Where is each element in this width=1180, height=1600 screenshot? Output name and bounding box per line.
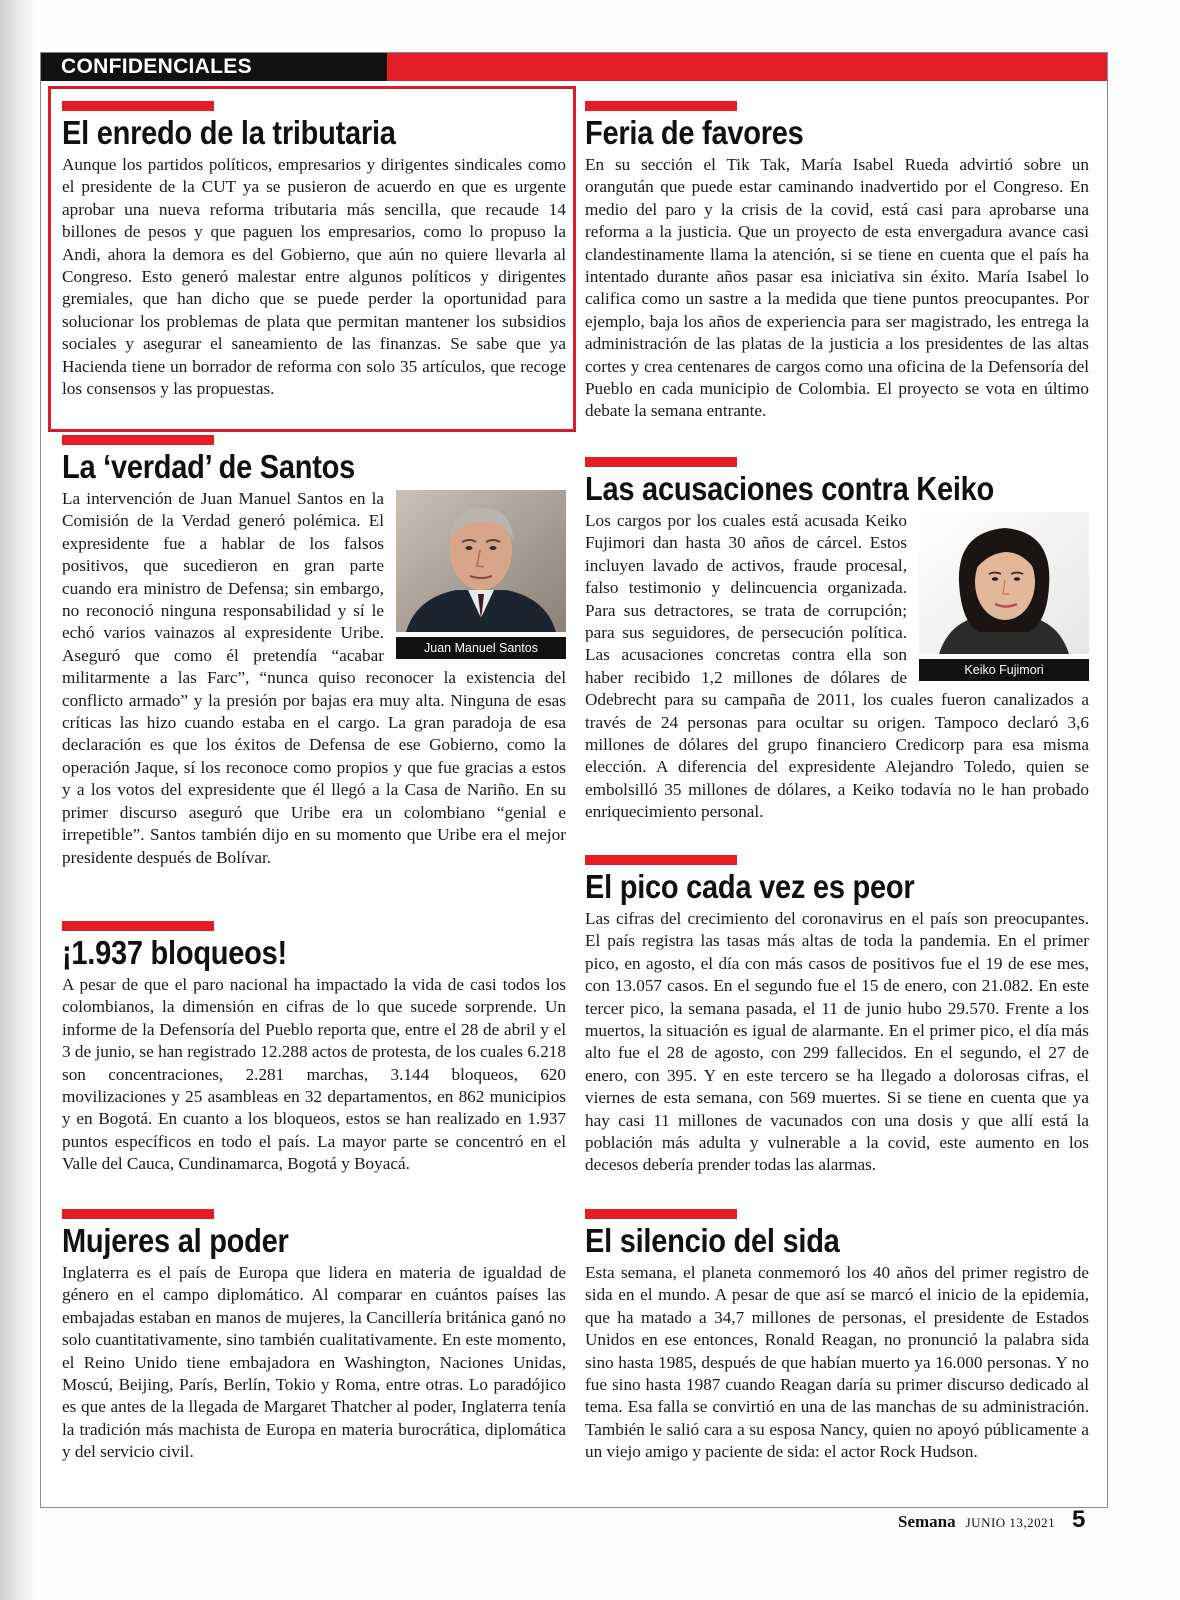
article-body: Los cargos por los cuales está acusada Keiko Fujimori dan hasta 30 años de cárcel. Estos incluyen lavado de activos, fraude procesal, falso testimonio y delincuencia organizada. Para sus detractores, se trata de corrupción; para sus seguidores, de persecución política. Las acusaciones concretas contra ella son haber recibido 1,2 millones de dólares de Odebrecht para su campaña de 2011, los cuales fueron canalizados a través de 24 personas para ocultar su origen. Tampoco declaró 3,6 millones de dólares del grupo financiero Credicorp para esa misma elección. A diferencia del expresidente Alejandro Toledo, quien se embolsilló 35 millones de dólares, a Keiko todavía no le han probado enriquecimiento personal. bbox=[585, 511, 1089, 822]
photo-keiko bbox=[919, 512, 1089, 681]
headline-bar bbox=[62, 921, 214, 931]
article-body: En su sección el Tik Tak, María Isabel Rueda advirtió sobre un orangután que puede estar caminando inadvertido por el Congreso. En medio del paro y la crisis de la covid, está casi para aprobarse una reforma a la justicia. Que un proyecto de esta envergadura avance casi clandestinamente llama la atención, si se tiene en cuenta que el país ha intentado durante años pasar esa iniciativa sin éxito. María Isabel lo califica como un sastre a la medida que tiene puntos preocupantes. Por ejemplo, baja los años de experiencia para ser magistrado, les entrega la administración de las platas de la justicia a los presidentes de las altas cortes y crea centenares de cargos como una oficina de la Defensoría del Pueblo en cada municipio de Colombia. El proyecto se vota en último debate la semana entrante. bbox=[585, 155, 1089, 421]
headline-bar bbox=[585, 101, 737, 111]
page-footer bbox=[898, 1506, 1098, 1538]
article-headline: El pico cada vez es peor bbox=[585, 868, 915, 905]
magazine-name: Semana bbox=[898, 1512, 956, 1531]
article-feria bbox=[585, 101, 1089, 423]
photo-caption: Juan Manuel Santos bbox=[396, 637, 566, 659]
article-body: A pesar de que el paro nacional ha impactado la vida de casi todos los colombianos, la dimensión en cifras de lo que sucede sorprende. Un informe de la Defensoría del Pueblo reporta que, entre el 28 de abril y el 3 de junio, se han registrado 12.288 actos de protesta, de los cuales 6.218 son concentraciones, 2.281 marchas, 3.144 bloqueos, 620 movilizaciones y 25 asambleas en 32 departamentos, en 862 municipios y en Bogotá. En cuanto a los bloqueos, estos se han realizado en 1.937 puntos específicos en todo el país. La mayor parte se concentró en el Valle del Cauca, Cundinamarca, Bogotá y Boyacá. bbox=[62, 975, 566, 1174]
article-body: Esta semana, el planeta conmemoró los 40 años del primer registro de sida en el mundo. A pesar de que así se marcó el inicio de la epidemia, que ha matado a 34,7 millones de personas, el presidente de Estados Unidos en ese entonces, Ronald Reagan, no pronunció la palabra sida sino hasta 1985, después de que habían muerto ya 16.000 personas. Y no fue sino hasta 1987 cuando Reagan daría su primer discurso dedicado al tema. Esa falla se convirtió en una de las manchas de su administración. También le salió cara a su esposa Nancy, quien no apoyó públicamente a un viejo amigo y paciente de sida: el actor Rock Hudson. bbox=[585, 1263, 1089, 1462]
article-tributaria bbox=[62, 101, 566, 400]
photo-santos bbox=[396, 490, 566, 659]
headline-bar bbox=[62, 435, 214, 445]
headline-bar bbox=[62, 1209, 214, 1219]
headline-bar bbox=[585, 1209, 737, 1219]
article-body: Aunque los partidos políticos, empresarios y dirigentes sindicales como el presidente de la CUT ya se pusieron de acuerdo en que es urgente aprobar una nueva reforma tributaria más sencilla, que recaude 14 billones de pesos y que paguen los empresarios, como lo propuso la Andi, ahora la demora es del Gobierno, que aún no quiere llevarla al Congreso. Esto generó malestar entre algunos políticos y dirigentes gremiales, que han dicho que se puede perder la oportunidad para solucionar los problemas de plata que permitan mantener los subsidios sociales y asegurar el saneamiento de las finanzas. Se sabe que ya Hacienda tiene un borrador de reforma con solo 35 artículos, que recoge los consensos y las propuestas. bbox=[62, 155, 566, 399]
article-headline: El silencio del sida bbox=[585, 1222, 840, 1259]
section-title: CONFIDENCIALES bbox=[41, 53, 387, 81]
article-body: Las cifras del crecimiento del coronavirus en el país son preocupantes. El país registra las tasas más altas de toda la pandemia. En el primer pico, en agosto, el día con más casos de positivos fue el 19 de ese mes, con 13.057 casos. En el segundo fue el 15 de enero, con 21.082. En este tercer pico, la semana pasada, el 11 de junio hubo 29.570. Frente a los muertos, la situación es igual de alarmante. En el primer pico, el día más alto fue el 28 de agosto, con 299 fallecidos. En el segundo, el 27 de enero, con 395. Y en este tercero se ha llegado a dolorosas cifras, el viernes de esta semana, con 569 muertes. Si se tiene en cuenta que ya hay casi 11 millones de vacunados con una dosis y que allí está la población más adulta y vulnerable a la covid, este aumento en los decesos debería prender todas las alarmas. bbox=[585, 909, 1089, 1175]
article-body: Inglaterra es el país de Europa que lidera en materia de igualdad de género en el campo diplomático. Al comparar en cuántos países las embajadas estaban en manos de mujeres, la Cancillería británica ganó no solo cuantitativamente, sino también cualitativamente. En este momento, el Reino Unido tiene embajadora en Washington, Naciones Unidas, Moscú, Beijing, París, Berlín, Tokio y Roma, entre otras. Lo paradójico es que antes de la llegada de Margaret Thatcher al poder, Inglaterra tenía la tradición más machista de Europa en materia burocrática, diplomática y del servicio civil. bbox=[62, 1263, 566, 1462]
page-spine-shadow bbox=[0, 0, 38, 1600]
photo-caption: Keiko Fujimori bbox=[919, 659, 1089, 681]
article-keiko bbox=[585, 457, 1089, 824]
issue-date: JUNIO 13,2021 bbox=[965, 1515, 1056, 1530]
article-santos bbox=[62, 435, 566, 869]
portrait-keiko-image bbox=[919, 512, 1089, 654]
article-mujeres bbox=[62, 1209, 566, 1464]
headline-bar bbox=[62, 101, 214, 111]
article-headline: La ‘verdad’ de Santos bbox=[62, 448, 356, 485]
article-sida bbox=[585, 1209, 1089, 1464]
section-banner bbox=[41, 53, 1107, 81]
page-number: 5 bbox=[1072, 1506, 1086, 1533]
article-pico bbox=[585, 855, 1089, 1177]
article-body: La intervención de Juan Manuel Santos en la Comisión de la Verdad generó polémica. El expresidente fue a hablar de los falsos positivos, que sucedieron en gran parte cuando era ministro de Defensa; sin embargo, no reconoció ninguna responsabilidad y sí le echó varios vainazos al expresidente Uribe. Aseguró que como él pretendía “acabar militarmente a las Farc”, “nunca quiso reconocer la existencia del conflicto armado” y la presión por bajas era muy alta. Ninguna de esas críticas las hizo cuando estaba en el cargo. La gran paradoja de esa declaración es que los éxitos de Defensa de ese Gobierno, como la operación Jaque, sí los reconoce como propios y que fue gracias a estos y a los votos del expresidente que él llegó a la Casa de Nariño. En su primer discurso aseguró que Uribe era un colombiano “genial e irrepetible”. Santos también dijo en su momento que Uribe era el mejor presidente después de Bolívar. bbox=[62, 489, 566, 867]
article-headline: Mujeres al poder bbox=[62, 1222, 289, 1259]
headline-bar bbox=[585, 855, 737, 865]
headline-bar bbox=[585, 457, 737, 467]
article-headline: Feria de favores bbox=[585, 114, 804, 151]
article-headline: El enredo de la tributaria bbox=[62, 114, 396, 151]
article-headline: Las acusaciones contra Keiko bbox=[585, 470, 995, 507]
article-bloqueos bbox=[62, 921, 566, 1176]
portrait-santos-image bbox=[396, 490, 566, 632]
article-headline: ¡1.937 bloqueos! bbox=[62, 934, 287, 971]
magazine-page bbox=[40, 52, 1108, 1508]
